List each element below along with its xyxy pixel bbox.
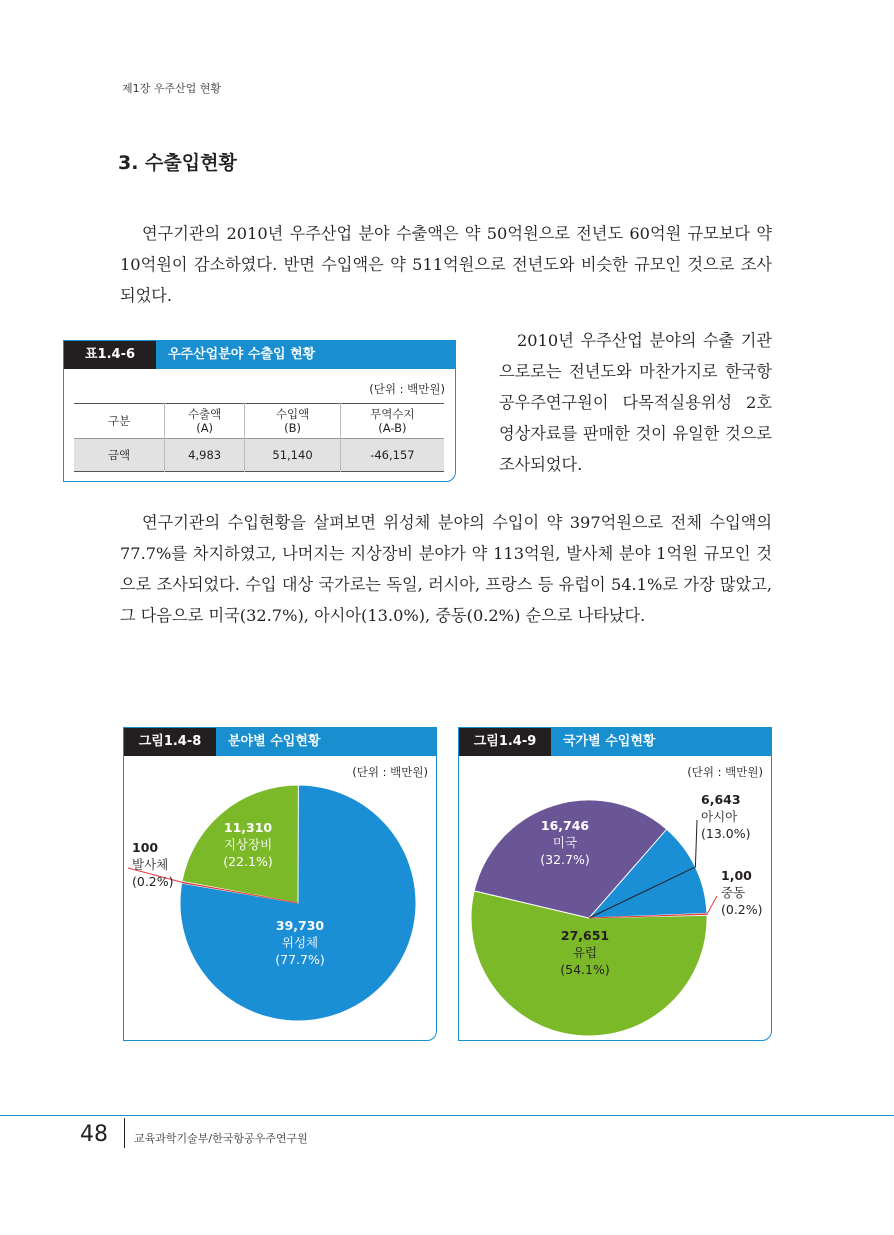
footer-publisher: 교육과학기술부/한국항공우주연구원 [134, 1132, 308, 1145]
header-category: 구분 [107, 414, 131, 428]
fig8-label-1-value: 100 [132, 840, 159, 855]
header-balance: 무역수지 (A-B) [340, 404, 444, 439]
fig9-label-3-value: 16,746 [540, 818, 590, 833]
fig9-label-2-value: 27,651 [560, 928, 610, 943]
section-title: 3. 수출입현황 [118, 152, 237, 174]
figure-country-imports [458, 727, 772, 1041]
figure-field-imports [123, 727, 437, 1041]
cell-balance: -46,157 [340, 439, 444, 472]
paragraph-2: 2010년 우주산업 분야의 수출 기관으로로는 전년도와 마찬가지로 한국항공우주연구원이 다목적실용위성 2호 영상자료를 판매한 것이 유일한 것으로 조사되었다. [499, 331, 772, 474]
table-unit: (단위 : 백만원) [369, 382, 445, 396]
fig9-label-0-name: 아시아 [701, 809, 738, 824]
figure-9-title: 국가별 수입현황 [551, 728, 771, 756]
table-row [74, 439, 444, 472]
footer-rule [0, 1115, 894, 1116]
pie-chart-field [124, 728, 436, 1040]
paragraph-1: 연구기관의 2010년 우주산업 분야 수출액은 약 50억원으로 전년도 60억원 규모보다 약 10억원이 감소하였다. 반면 수입액은 약 511억원으로 전년도와 비슷한 규모인 것으로 조사되었다. [120, 224, 772, 305]
fig8-label-0-percent: (77.7%) [275, 952, 325, 967]
page-number: 48 [80, 1122, 108, 1147]
figure-8-number: 그림1.4-8 [124, 728, 216, 756]
fig9-label-3-name: 미국 [552, 835, 578, 850]
header-import: 수입액 (B) [245, 404, 341, 439]
pie-chart-country [459, 728, 771, 1040]
fig9-label-2-name: 유럽 [572, 945, 598, 960]
table-title: 우주산업분야 수출입 현황 [156, 341, 455, 369]
fig9-label-2-percent: (54.1%) [560, 962, 610, 977]
table-box [63, 340, 456, 482]
header-export: 수출액 (A) [165, 404, 245, 439]
fig9-label-3-percent: (32.7%) [540, 852, 590, 867]
paragraph-3: 연구기관의 수입현황을 살펴보면 위성체 분야의 수입이 약 397억원으로 전체 수입액의 77.7%를 차지하였고, 나머지는 지상장비 분야가 약 113억원, 발사체 분야 1억원 규모인 것으로 조사되었다. 수입 대상 국가로는 독일, 러시아, 프랑스 등 유럽이 54.1%로 가장 많았고, 그 다음으로 미국(32.7%), 아시아(13.0%), 중동(0.2%) 순으로 나타났다. [120, 513, 772, 625]
fig9-label-1-percent: (0.2%) [721, 902, 763, 917]
table-header-row [74, 404, 444, 439]
fig9-label-0-value: 6,643 [701, 792, 741, 807]
fig9-label-0-percent: (13.0%) [701, 826, 751, 841]
figure-9-unit: (단위 : 백만원) [687, 765, 763, 779]
fig8-label-2-percent: (22.1%) [223, 854, 273, 869]
fig8-label-1-percent: (0.2%) [132, 874, 174, 889]
fig8-label-0-name: 위성체 [281, 935, 319, 950]
figure-8-title: 분야별 수입현황 [216, 728, 436, 756]
figure-9-number: 그림1.4-9 [459, 728, 551, 756]
fig8-label-2-value: 11,310 [223, 820, 273, 835]
fig8-label-1-name: 발사체 [132, 857, 169, 872]
cell-category: 금액 [107, 448, 131, 462]
cell-export: 4,983 [165, 439, 245, 472]
table-number: 표1.4-6 [64, 341, 156, 369]
trade-table [74, 403, 444, 472]
cell-import: 51,140 [245, 439, 341, 472]
figure-8-unit: (단위 : 백만원) [352, 765, 428, 779]
fig9-label-1-name: 중동 [721, 885, 746, 900]
fig9-label-1-value: 1,00 [721, 868, 752, 883]
fig8-label-2-name: 지상장비 [223, 837, 273, 852]
footer-separator [124, 1118, 125, 1148]
fig8-label-0-value: 39,730 [275, 918, 325, 933]
running-head: 제1장 우주산업 현황 [122, 82, 221, 95]
